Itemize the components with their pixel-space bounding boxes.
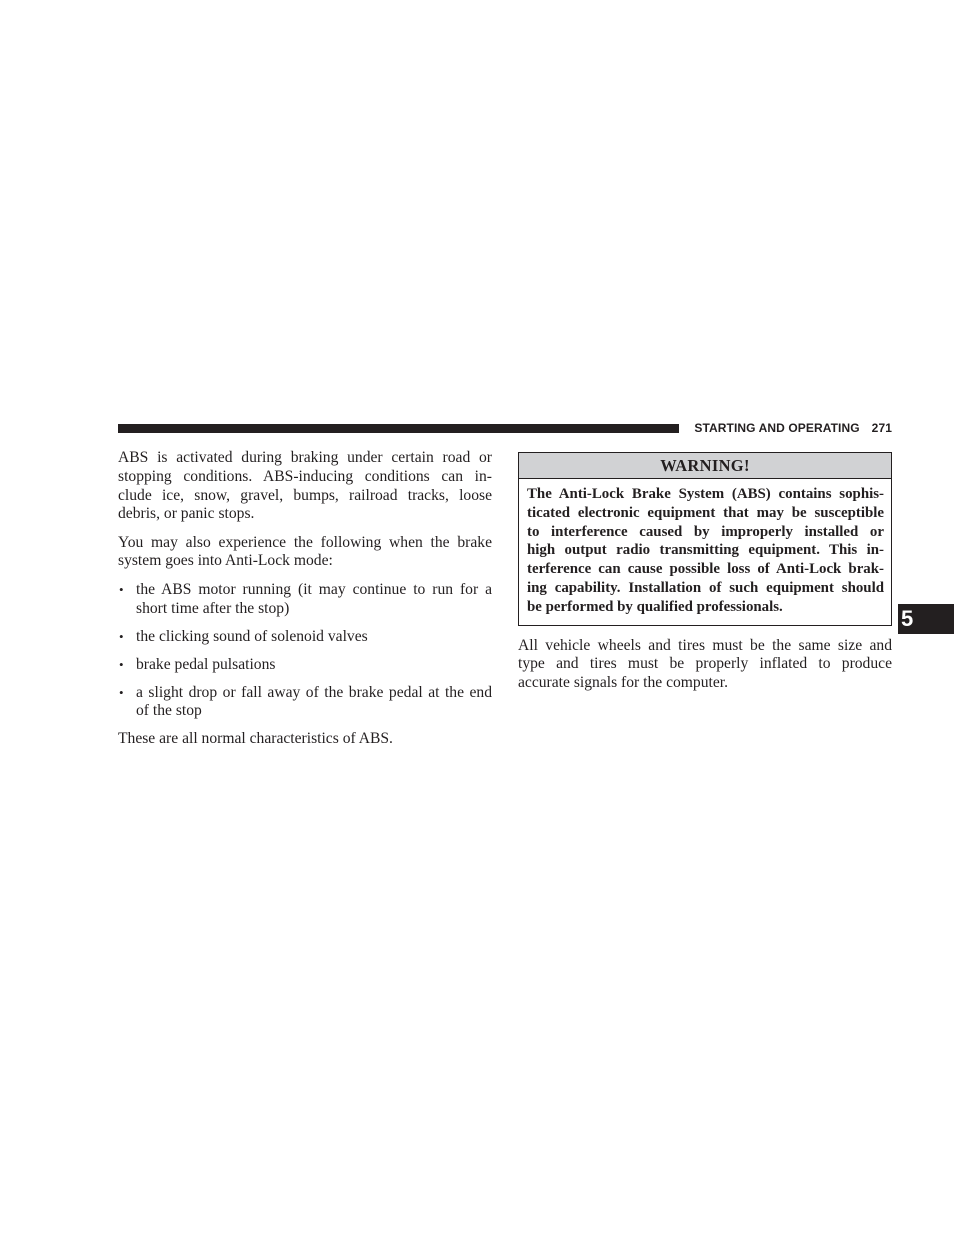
symptom-list [118, 581, 492, 721]
section-title: STARTING AND OPERATING [694, 421, 860, 435]
text-line: a slight drop or fall away of the brake pedal at the end [136, 683, 492, 701]
wheels-tires-paragraph [518, 637, 892, 693]
text-line: of the stop [136, 702, 202, 720]
text-line: brake pedal pulsations [136, 655, 276, 673]
text-line: stopping conditions. ABS-inducing conditions can in- [118, 467, 492, 485]
list-item [118, 656, 492, 675]
text-line: All vehicle wheels and tires must be the same size and [518, 636, 892, 654]
warning-box [518, 452, 892, 626]
text-line: The Anti-Lock Brake System (ABS) contains sophis- [527, 486, 884, 502]
text-line: to interference caused by improperly installed or [527, 523, 884, 540]
text-line: the clicking sound of solenoid valves [136, 627, 368, 645]
warning-title: WARNING! [519, 453, 891, 479]
bullet-icon: • [119, 581, 124, 597]
abs-activation-paragraph [118, 449, 492, 524]
text-line: ing capability. Installation of such equipment should [527, 579, 884, 596]
running-header [688, 420, 892, 436]
text-line: You may also experience the following when the brake [118, 533, 492, 551]
text-line: debris, or panic stops. [118, 505, 255, 523]
header-rule [118, 424, 679, 433]
anti-lock-experience-paragraph [118, 534, 492, 572]
text-line: accurate signals for the computer. [518, 674, 728, 692]
right-column [518, 452, 892, 693]
warning-body [519, 479, 891, 625]
text-line: system goes into Anti-Lock mode: [118, 552, 333, 570]
page-number: 271 [871, 421, 892, 435]
left-column [118, 449, 492, 749]
text-line: be performed by qualified professionals. [527, 598, 783, 615]
text-line: type and tires must be properly inflated to produce [518, 655, 892, 673]
bullet-icon: • [119, 628, 124, 644]
list-item [118, 581, 492, 619]
text-line: These are all normal characteristics of ABS. [118, 730, 393, 748]
text-line: clude ice, snow, gravel, bumps, railroad tracks, loose [118, 486, 492, 504]
text-line: short time after the stop) [136, 599, 290, 617]
text-line: ticated electronic equipment that may be susceptible [527, 504, 884, 521]
bullet-icon: • [119, 684, 124, 700]
bullet-icon: • [119, 656, 124, 672]
text-line: the ABS motor running (it may continue to run for a [136, 580, 492, 598]
text-line: terference can cause possible loss of Anti-Lock brak- [527, 561, 884, 578]
text-line: high output radio transmitting equipment. This in- [527, 542, 884, 559]
chapter-tab: 5 [898, 604, 954, 634]
list-item [118, 628, 492, 647]
list-item [118, 684, 492, 722]
closing-paragraph [118, 730, 492, 749]
text-line: ABS is activated during braking under certain road or [118, 449, 492, 466]
